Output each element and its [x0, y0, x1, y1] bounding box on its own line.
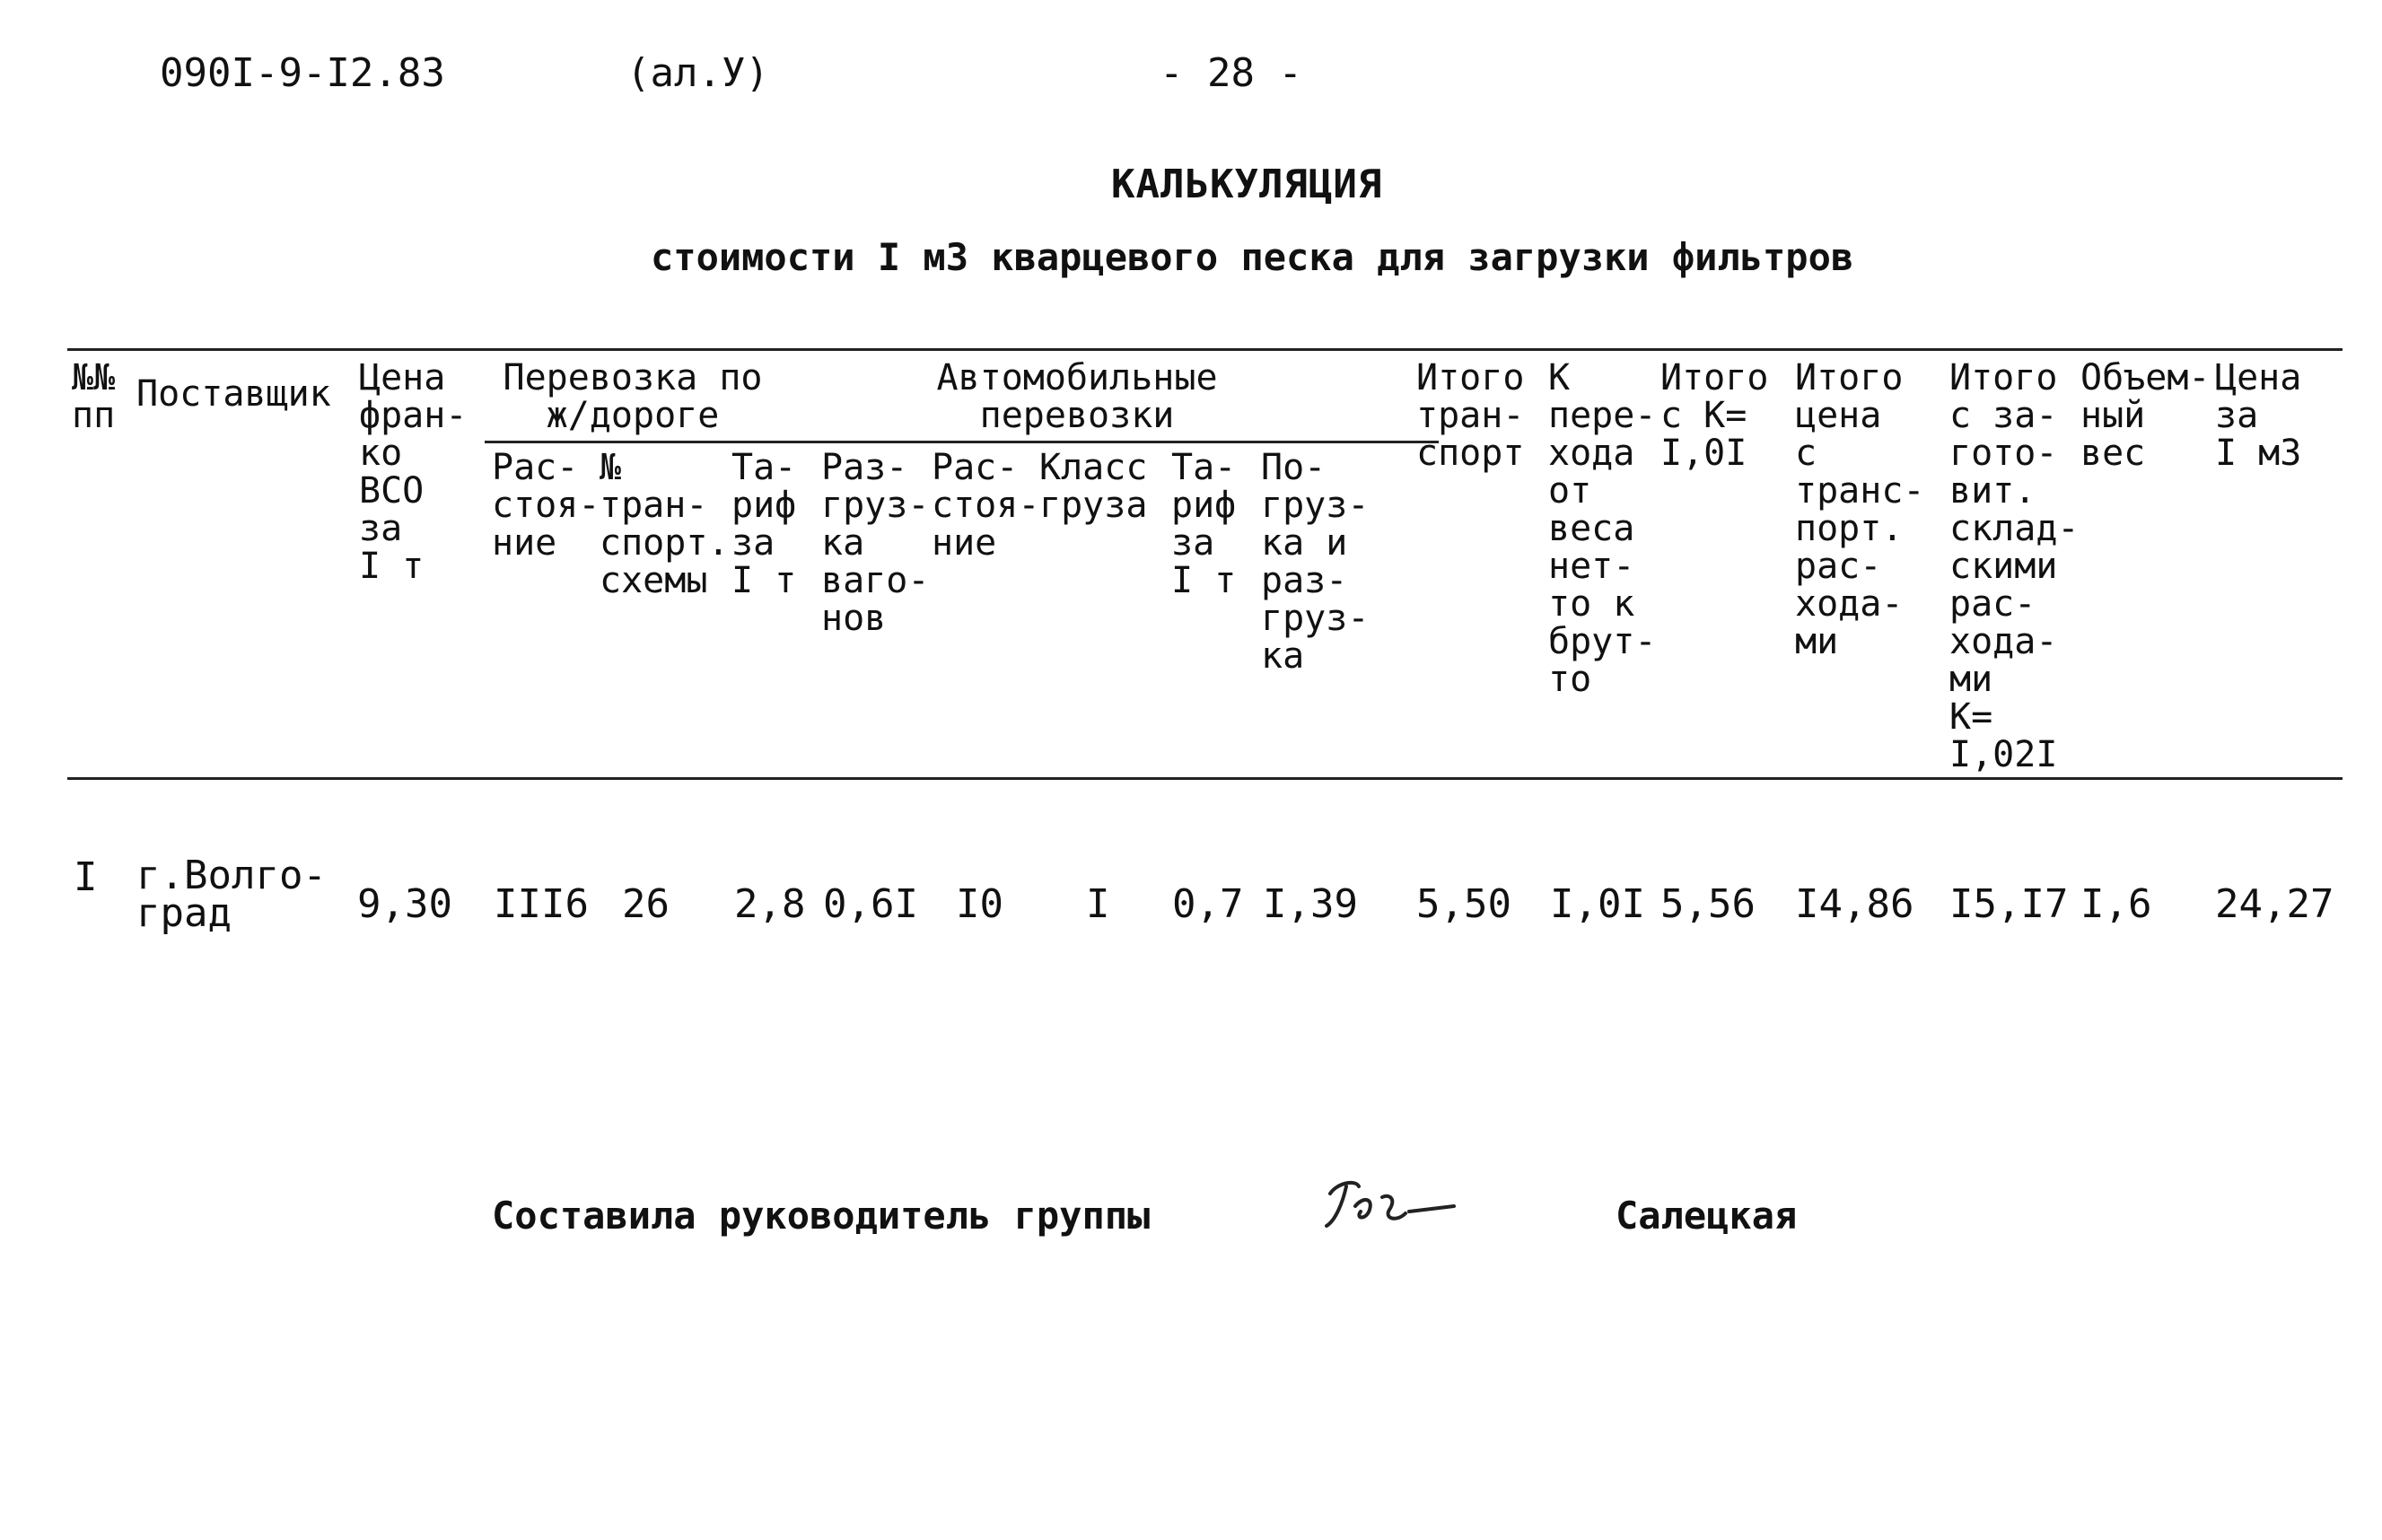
document-code: 090I-9-I2.83	[160, 50, 445, 96]
header-rail-scheme: № тран- спорт. схемы	[600, 447, 730, 601]
cell-total-price: I4,86	[1795, 881, 1914, 927]
cell-total-storage: I5,I7	[1949, 881, 2069, 927]
cell-price-per-m3: 24,27	[2215, 881, 2334, 927]
header-group-auto: Автомобильные перевозки	[936, 357, 1218, 436]
album-label: (ал.У)	[626, 50, 769, 96]
cell-price-franco: 9,30	[357, 881, 452, 927]
cell-auto-distance: I0	[956, 881, 1003, 927]
cell-bulk-weight: I,6	[2080, 881, 2152, 927]
header-k-transition: К пере- хода от веса нет- то к брут- то	[1548, 357, 1657, 700]
cell-rail-distance: III6	[494, 881, 589, 927]
header-supplier: Поставщик	[136, 373, 331, 415]
header-auto-class: Класс груза	[1039, 447, 1148, 526]
cell-auto-tariff: 0,7	[1172, 881, 1244, 927]
header-auto-loading: По- груз- ка и раз- груз- ка	[1261, 447, 1370, 677]
header-auto-distance: Рас- стоя- ние	[932, 447, 1040, 564]
header-transport-total: Итого тран- спорт	[1416, 357, 1525, 474]
page-subtitle: стоимости I м3 кварцевого песка для загрузки фильтров	[651, 235, 1854, 279]
cell-number: I	[74, 854, 98, 900]
cell-rail-tariff: 2,8	[734, 881, 806, 927]
cell-rail-unloading: 0,6I	[823, 881, 918, 927]
cell-supplier: г.Волго- град	[136, 853, 327, 936]
cell-total-k: 5,56	[1660, 881, 1756, 927]
header-auto-tariff: Та- риф за I т	[1171, 447, 1237, 601]
rail-group-underline	[485, 441, 938, 443]
header-group-rail: Перевозка по ж/дороге	[503, 357, 763, 436]
page-title: КАЛЬКУЛЯЦИЯ	[1111, 162, 1383, 207]
header-total-storage: Итого с за- гото- вит. склад- скими рас- хода- ми К= I,02I	[1949, 357, 2080, 775]
header-bulk-weight: Объем- ный вес	[2080, 357, 2211, 474]
handwritten-signature	[1319, 1167, 1463, 1238]
cell-auto-loading: I,39	[1263, 881, 1358, 927]
compiler-name: Салецкая	[1616, 1194, 1798, 1238]
header-total-k: Итого с К= I,0I	[1660, 357, 1769, 474]
cell-rail-scheme: 26	[622, 881, 670, 927]
page-number: - 28 -	[1160, 50, 1302, 96]
cell-transport-total: 5,50	[1416, 881, 1511, 927]
auto-group-underline	[929, 441, 1439, 443]
table-top-rule	[67, 348, 2343, 351]
header-price-per-m3: Цена за I м3	[2215, 357, 2302, 474]
header-rail-unloading: Раз- груз- ка ваго- нов	[821, 447, 930, 639]
header-number: №№ пп	[72, 357, 116, 436]
compiled-by-label: Составила руководитель группы	[492, 1194, 1151, 1238]
header-rail-distance: Рас- стоя- ние	[492, 447, 600, 564]
header-total-price: Итого цена с транс- порт. рас- хода- ми	[1795, 357, 1925, 662]
header-price-franco: Цена фран- ко ВСО за I т	[359, 357, 468, 587]
header-rail-tariff: Та- риф за I т	[731, 447, 797, 601]
table-header-bottom-rule	[67, 777, 2343, 780]
cell-auto-class: I	[1086, 881, 1110, 927]
cell-k-transition: I,0I	[1550, 881, 1645, 927]
